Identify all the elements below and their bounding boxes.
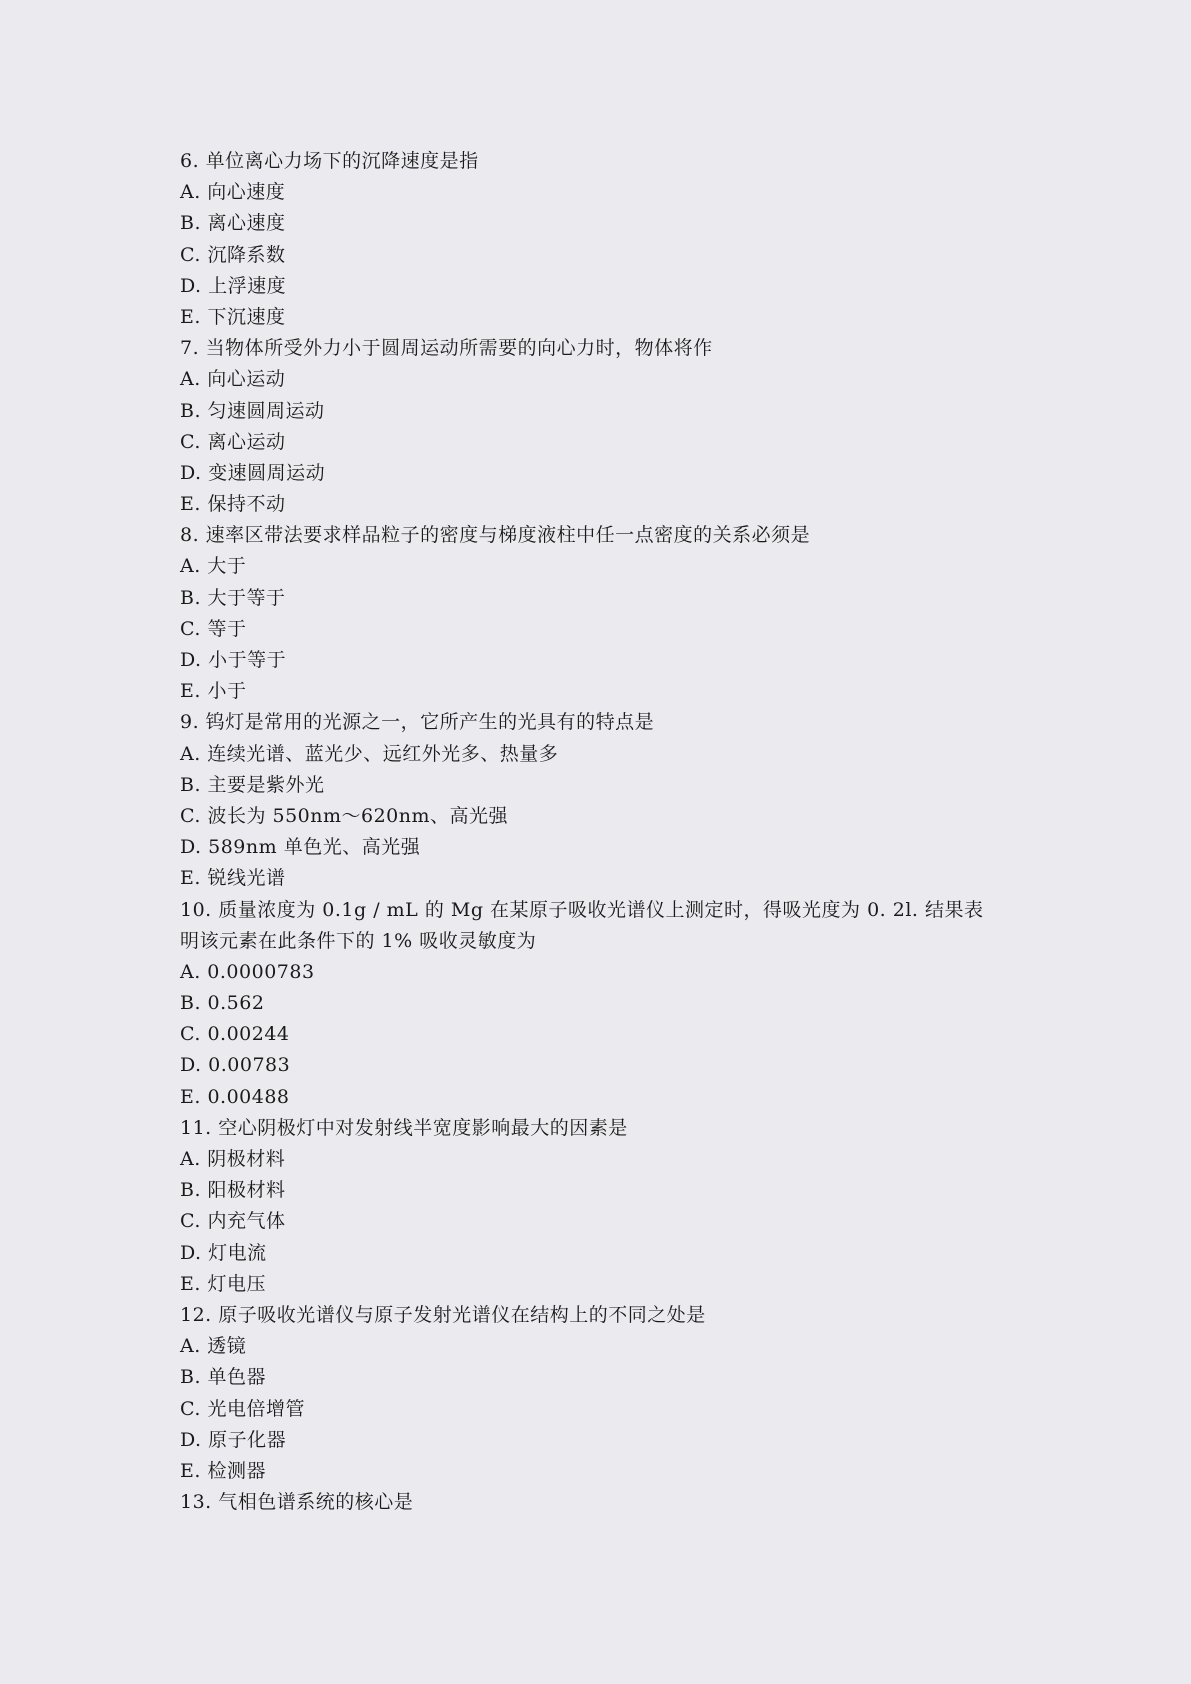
option-9-b: B. 主要是紫外光 [180,773,325,796]
option-10-d: D. 0.00783 [180,1054,291,1077]
option-9-c: C. 波长为 550nm～620nm、高光强 [180,804,509,827]
option-11-b: B. 阳极材料 [180,1179,286,1202]
option-12-e: E. 检测器 [180,1459,266,1482]
option-8-a: A. 大于 [180,555,247,578]
option-11-c: C. 内充气体 [180,1210,286,1233]
option-8-d: D. 小于等于 [180,649,287,671]
option-6-b: B. 离心速度 [180,212,286,235]
question-12-stem: 12. 原子吸收光谱仪与原子发射光谱仪在结构上的不同之处是 [180,1303,706,1326]
option-11-e: E. 灯电压 [180,1272,266,1295]
question-7-stem: 7. 当物体所受外力小于圆周运动所需要的向心力时，物体将作 [180,337,713,360]
question-list [180,146,1020,1518]
question-13-stem: 13. 气相色谱系统的核心是 [180,1491,414,1514]
option-6-a: A. 向心速度 [180,181,286,204]
option-10-b: B. 0.562 [180,992,265,1015]
option-12-c: C. 光电倍增管 [180,1397,305,1420]
option-12-a: A. 透镜 [180,1335,247,1358]
option-9-a: A. 连续光谱、蓝光少、远红外光多、热量多 [180,742,559,765]
option-10-e: E. 0.00488 [180,1085,290,1108]
option-11-d: D. 灯电流 [180,1241,267,1264]
option-7-a: A. 向心运动 [180,368,286,391]
question-10-stem-line-2: 明该元素在此条件下的 1% 吸收灵敏度为 [180,929,537,952]
option-7-b: B. 匀速圆周运动 [180,399,325,422]
option-9-d: D. 589nm 单色光、高光强 [180,836,421,859]
option-6-d: D. 上浮速度 [180,274,287,297]
question-11-stem: 11. 空心阴极灯中对发射线半宽度影响最大的因素是 [180,1116,628,1139]
option-7-e: E. 保持不动 [180,493,286,516]
option-9-e: E. 锐线光谱 [180,867,286,890]
question-9-stem: 9. 钨灯是常用的光源之一，它所产生的光具有的特点是 [180,711,655,734]
option-11-a: A. 阴极材料 [180,1148,286,1170]
option-12-b: B. 单色器 [180,1366,267,1389]
option-8-c: C. 等于 [180,617,247,640]
option-10-a: A. 0.0000783 [180,960,315,983]
option-6-e: E. 下沉速度 [180,305,286,328]
option-8-e: E. 小于 [180,680,247,703]
question-10-stem-line-1: 10. 质量浓度为 0.1g / mL 的 Mg 在某原子吸收光谱仪上测定时，得吸光度为 0. 2l. 结果表 [180,898,984,921]
question-6-stem: 6. 单位离心力场下的沉降速度是指 [180,150,479,172]
question-8-stem: 8. 速率区带法要求样品粒子的密度与梯度液柱中任一点密度的关系必须是 [180,524,811,547]
option-7-d: D. 变速圆周运动 [180,461,326,484]
option-8-b: B. 大于等于 [180,586,286,609]
option-12-d: D. 原子化器 [180,1428,287,1451]
option-6-c: C. 沉降系数 [180,243,286,266]
option-7-c: C. 离心运动 [180,430,286,453]
option-10-c: C. 0.00244 [180,1023,290,1046]
